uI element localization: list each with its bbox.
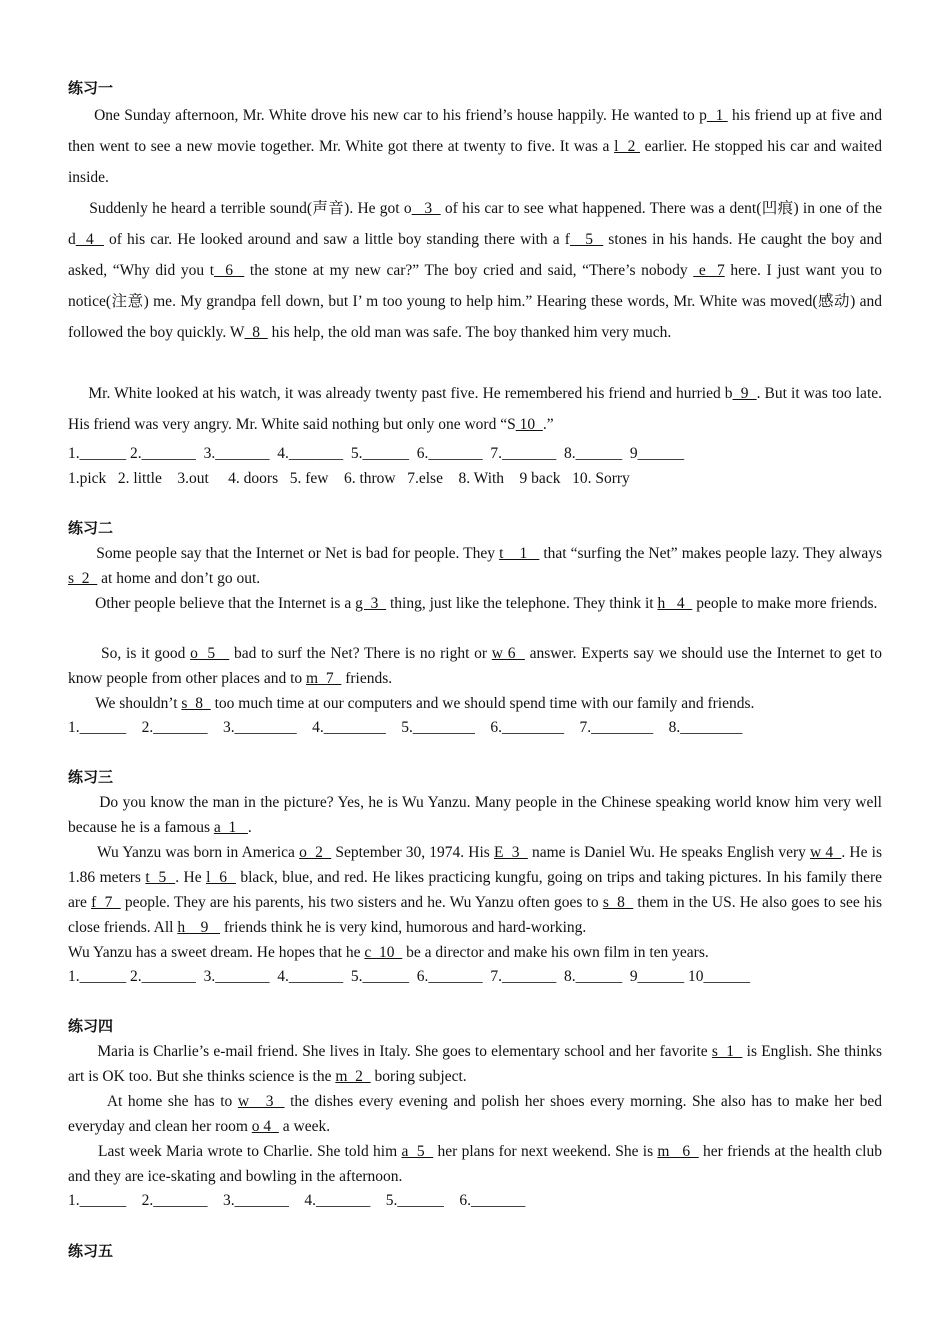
exercise-2-paragraph-2: Other people believe that the Internet is a g 3 thing, just like the telephone. They think it h 4 people to make more friends. [68,595,878,612]
exercise-1-heading: 练习一 [68,79,114,97]
exercise-5-heading: 练习五 [68,1242,114,1260]
exercise-3-paragraph-2: Wu Yanzu was born in America o 2 September 30, 1974. His E 3 name is Daniel Wu. He speaks English very w 4 . He is 1.86 meters t 5 . He l 6 black, blue, and red. He likes practicing kungfu, going on trips and taking pictures. In his family there are f 7 people. They are his parents, his two sisters and he. Wu Yanzu often goes to s 8 them in the US. He also goes to see his close friends. All h 9 friends think he is very kind, humorous and hard-working. [68,844,883,936]
exercise-4-answer-blanks: 1.______ 2._______ 3._______ 4._______ 5.______ 6._______ [68,1192,526,1209]
exercise-1-answer-key: 1.pick 2. little 3.out 4. doors 5. few 6. throw 7.else 8. With 9 back 10. Sorry [68,470,630,487]
exercise-3-paragraph-3: Wu Yanzu has a sweet dream. He hopes that he c 10 be a director and make his own film in ten years. [68,944,709,961]
exercise-4-paragraph-2: At home she has to w 3 the dishes every evening and polish her shoes every morning. She also has to make her bed everyday and clean her room o 4 a week. [68,1093,882,1135]
exercise-1-paragraph-2: Suddenly he heard a terrible sound(声音). He got o 3 of his car to see what happened. There was a dent(凹痕) in one of the d 4 of his car. He looked around and saw a little boy standing there with a f 5 stones in his hands. He caught the boy and asked, “Why did you t 6 the stone at my new car?” The boy cried and said, “There’s nobody e 7 here. I just want you to notice(注意) me. My grandpa fell down, but I’ m too young to help him.” Hearing these words, Mr. White was moved(感动) and followed the boy quickly. W 8 his help, the old man was safe. The boy thanked him very much. [68,200,883,341]
exercise-2-paragraph-1: Some people say that the Internet or Net is bad for people. They t 1 that “surfing the Net” makes people lazy. They always s 2 at home and don’t go out. [68,545,883,587]
exercise-1-answer-blanks: 1.______ 2._______ 3._______ 4._______ 5.______ 6._______ 7._______ 8.______ 9______ [68,445,685,462]
exercise-4-heading: 练习四 [68,1017,114,1035]
exercise-4-paragraph-3: Last week Maria wrote to Charlie. She told him a 5 her plans for next weekend. She is m 6 her friends at the health club and they are ice-skating and bowling in the afternoon. [68,1143,882,1185]
exercise-3-heading: 练习三 [68,768,114,786]
exercise-4-paragraph-1: Maria is Charlie’s e-mail friend. She lives in Italy. She goes to elementary school and her favorite s 1 is English. She thinks art is OK too. But she thinks science is the m 2 boring subject. [68,1043,882,1085]
exercise-1-paragraph-1: One Sunday afternoon, Mr. White drove his new car to his friend’s house happily. He wanted to p 1 his friend up at five and then went to see a new movie together. Mr. White got there at twenty to five. It was a l 2 earlier. He stopped his car and waited inside. [68,107,883,186]
exercise-3-answer-blanks: 1.______ 2._______ 3._______ 4._______ 5.______ 6._______ 7._______ 8.______ 9______ 10______ [68,968,750,985]
exercise-1-paragraph-3: Mr. White looked at his watch, it was already twenty past five. He remembered his friend and hurried b 9 . But it was too late. His friend was very angry. Mr. White said nothing but only one word “S 10 .” [68,385,882,433]
exercise-2-paragraph-4: We shouldn’t s 8 too much time at our computers and we should spend time with our family and friends. [68,695,755,712]
exercise-3-paragraph-1: Do you know the man in the picture? Yes, he is Wu Yanzu. Many people in the Chinese speaking world know him very well because he is a famous a 1 . [68,794,882,836]
exercise-2-heading: 练习二 [68,519,114,537]
exercise-2-answer-blanks: 1.______ 2._______ 3.________ 4.________ 5.________ 6.________ 7.________ 8.________ [68,719,743,736]
exercise-2-paragraph-3: So, is it good o 5 bad to surf the Net? There is no right or w 6 answer. Experts say we should use the Internet to get to know people from other places and to m 7 friends. [68,645,882,687]
